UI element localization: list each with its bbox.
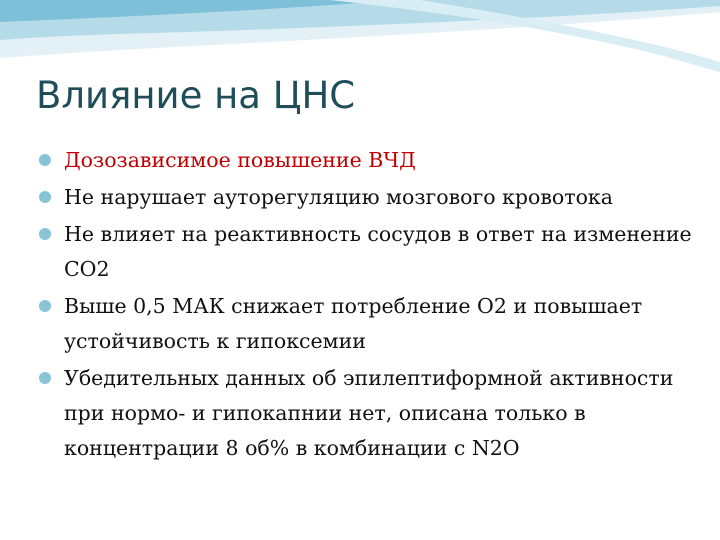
bullet-dot-icon (39, 154, 51, 166)
bullet-dot-icon (39, 191, 51, 203)
bullet-dot-icon (39, 228, 51, 240)
bullet-dot-icon (39, 372, 51, 384)
bullet-item (38, 289, 698, 359)
bullet-text: Дозозависимое повышение ВЧД (64, 148, 416, 172)
bullet-item (38, 180, 698, 215)
bullet-text: Не влияет на реактивность сосудов в ответ на изменение СО2 (64, 222, 692, 281)
bullet-text: Выше 0,5 МАК снижает потребление О2 и повышает устойчивость к гипоксемии (64, 294, 643, 353)
bullet-text: Убедительных данных об эпилептиформной активности при нормо- и гипокапнии нет, описана только в концентрации 8 об% в комбинации с N2O (64, 366, 674, 460)
bullet-item (38, 143, 698, 178)
slide-title: Влияние на ЦНС (36, 74, 356, 117)
bullet-text: Не нарушает ауторегуляцию мозгового кровотока (64, 185, 613, 209)
bullet-dot-icon (39, 300, 51, 312)
bullet-item (38, 217, 698, 287)
bullet-list (38, 143, 698, 468)
bullet-item (38, 361, 698, 466)
